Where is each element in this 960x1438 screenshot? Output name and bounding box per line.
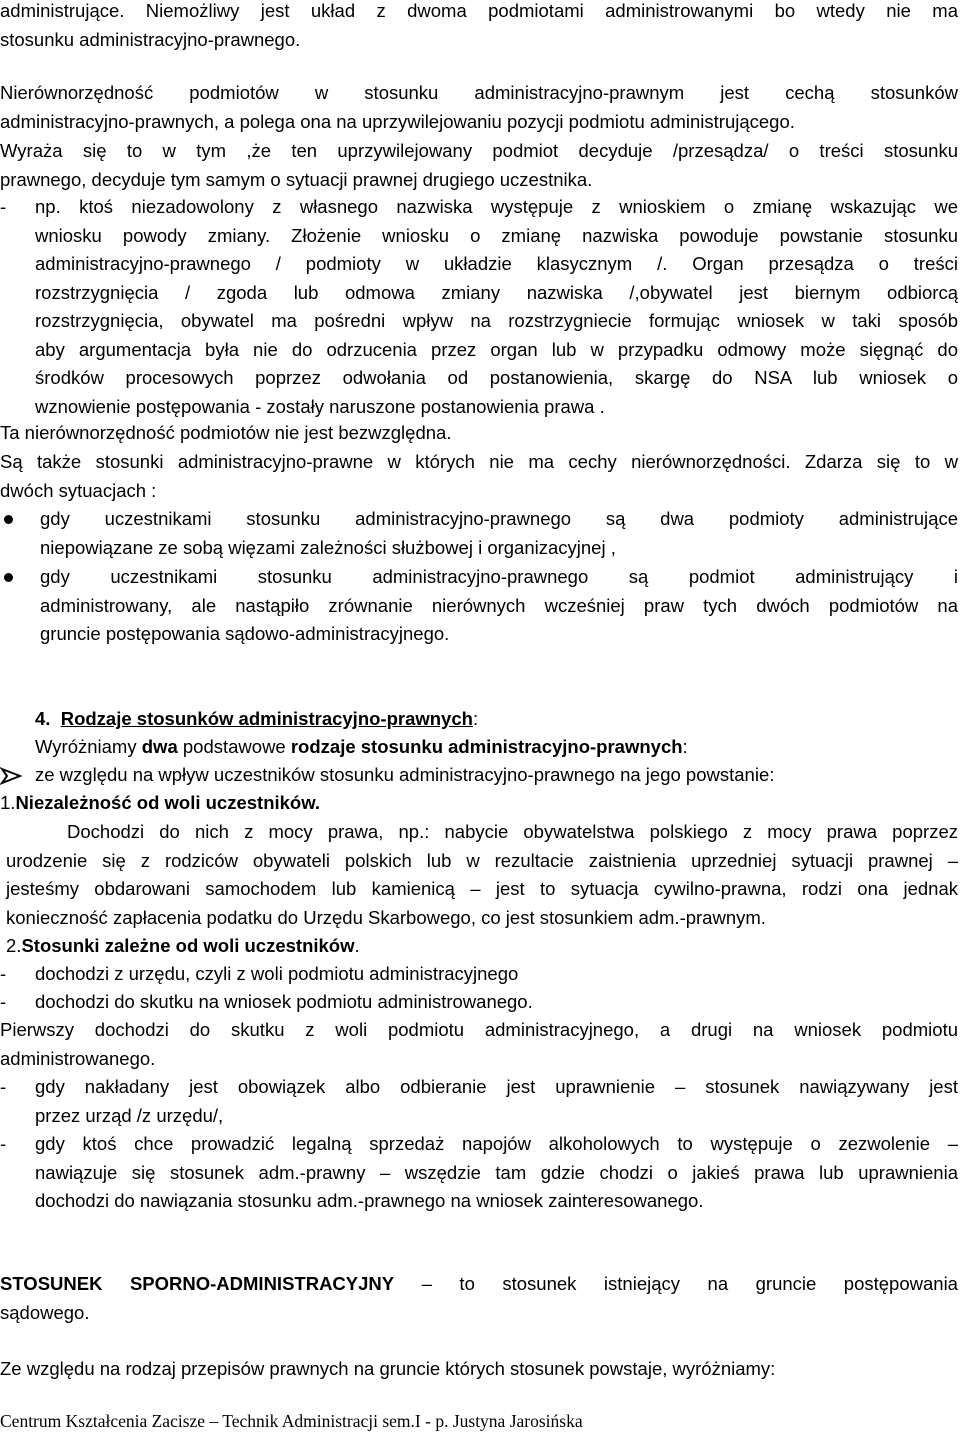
- text-line: administrowanego.: [0, 1047, 156, 1069]
- paragraph-privilege: [0, 137, 958, 194]
- text-line: jesteśmy obdarowani samochodem lub kamienicą – jest to sytuacja cywilno-prawna, rodzi ona jednak: [6, 878, 958, 899]
- sporny-definition: – to stosunek istniejący na gruncie postępowania: [394, 1273, 958, 1294]
- intro-text: :: [682, 736, 688, 757]
- text-line: wniosku powody zmiany. Złożenie wniosku o zmianę nazwiska powoduje powstanie stosunku: [35, 224, 958, 246]
- text-line: Pierwszy dochodzi do skutku z woli podmiotu administracyjnego, a drugi na wniosek podmiotu: [0, 1019, 958, 1040]
- text-line: stosunku administracyjno-prawnego.: [0, 28, 301, 50]
- text-line: urodzenie się z rodziców obywateli polskich lub w rezultacie zaistnienia uprzedniej sytuacji prawnej –: [6, 849, 958, 871]
- dash-item: [35, 960, 958, 989]
- dash-marker: -: [0, 196, 7, 217]
- sporny-term: STOSUNEK SPORNO-ADMINISTRACYJNY: [0, 1273, 395, 1294]
- dash-item-text: dochodzi z urzędu, czyli z woli podmiotu administracyjnego: [35, 963, 519, 984]
- closing-text: Ze względu na rodzaj przepisów prawnych na gruncie których stosunek powstaje, wyróżniamy:: [0, 1358, 776, 1379]
- text-line: środków procesowych poprzez odwołania od postanowienia, skargę do NSA lub wniosek o: [35, 367, 958, 388]
- dash-marker: -: [0, 963, 7, 984]
- paragraph-not-absolute: [0, 419, 958, 448]
- paragraph-sporny: [0, 1270, 958, 1327]
- intro-bold: rodzaje stosunku administracyjno-prawnych: [290, 736, 683, 757]
- dash-item-text: dochodzi do skutku na wniosek podmiotu administrowanego.: [35, 991, 533, 1012]
- text-line: niepowiązane ze sobą więzami zależności służbowej i organizacyjnej ,: [40, 536, 616, 558]
- paragraph-independent: [0, 818, 958, 932]
- example-item: [35, 1130, 958, 1216]
- bullet-icon: [4, 515, 13, 524]
- arrow-bullet-icon: [0, 767, 22, 785]
- text-line: gruncie postępowania sądowo-administracyjnego.: [40, 623, 450, 644]
- example-item: [35, 1073, 958, 1130]
- section-intro: [35, 733, 958, 762]
- dash-item: [35, 988, 958, 1017]
- section-title: Rodzaje stosunków administracyjno-prawnych: [60, 708, 473, 729]
- text-line: np. ktoś niezadowolony z własnego nazwiska występuje z wnioskiem o zmianę wskazując we: [35, 196, 958, 217]
- subheading-number: 1.: [0, 792, 16, 813]
- text-line: gdy uczestnikami stosunku administracyjno-prawnego są dwa podmioty administrujące: [40, 508, 958, 529]
- subheading-dot: .: [354, 935, 360, 956]
- text-line: konieczność zapłacenia podatku do Urzędu Skarbowego, co jest stosunkiem adm.-prawnym.: [6, 906, 766, 928]
- intro-text: Wyróżniamy: [35, 736, 142, 757]
- text-line: rozstrzygnięcia / zgoda lub odmowa zmiany nazwiska /,obywatel jest biernym odbiorcą: [35, 281, 958, 303]
- dash-marker: -: [0, 1076, 7, 1097]
- text-line: wznowienie postępowania - zostały naruszone postanowienia prawa .: [35, 395, 605, 417]
- arrow-item: [35, 761, 958, 790]
- subheading-title: Stosunki zależne od woli uczestników: [21, 935, 355, 956]
- text-line: administracyjno-prawnych, a polega ona na uprzywilejowaniu pozycji podmiotu administrującego.: [0, 110, 795, 132]
- text-line: Są także stosunki administracyjno-prawne w których nie ma cechy nierównorzędności. Zdarza się to w: [0, 451, 958, 472]
- section-heading: [35, 705, 958, 734]
- paragraph-closing: [0, 1355, 958, 1384]
- bullet-item: [40, 563, 958, 649]
- text-line: dochodzi do nawiązania stosunku adm.-prawnego na wniosek zainteresowanego.: [35, 1190, 704, 1211]
- text-line: sądowego.: [0, 1301, 90, 1323]
- paragraph-inequality: [0, 79, 958, 136]
- text-line: gdy nakładany jest obowiązek albo odbieranie jest uprawnienie – stosunek nawiązywany jest: [35, 1076, 958, 1097]
- text-line: administrowany, ale nastąpiło zrównanie nierównych wcześniej praw tych dwóch podmiotów na: [40, 594, 958, 616]
- text-line: Dochodzi do nich z mocy prawa, np.: nabycie obywatelstwa polskiego z mocy prawa poprzez: [67, 821, 958, 842]
- text-line: Ta nierównorzędność podmiotów nie jest bezwzględna.: [0, 422, 452, 443]
- section-number: 4.: [35, 708, 51, 729]
- subheading-title: Niezależność od woli uczestników.: [15, 792, 321, 813]
- text-line: administracyjno-prawnego / podmioty w układzie klasycznym /. Organ przesądza o treści: [35, 253, 958, 274]
- text-line: administrujące. Niemożliwy jest układ z dwoma podmiotami administrowanymi bo wtedy nie ma: [0, 0, 958, 21]
- page-footer: Centrum Kształcenia Zacisze – Technik Administracji sem.I - p. Justyna Jarosińska: [0, 1411, 583, 1431]
- subheading-dependent: [6, 932, 958, 961]
- text-line: rozstrzygnięcia, obywatel ma pośredni wpływ na rozstrzygniecie formując wniosek w taki sposób: [35, 310, 958, 331]
- arrow-item-text: ze względu na wpływ uczestników stosunku administracyjno-prawnego na jego powstanie:: [35, 764, 775, 785]
- text-line: nawiązuje się stosunek adm.-prawny – wszędzie tam gdzie chodzi o jakieś prawa lub uprawnienia: [35, 1161, 958, 1183]
- subheading-independent: [0, 789, 958, 818]
- paragraph-intro: [0, 0, 958, 54]
- bullet-icon: [4, 573, 13, 582]
- text-line: aby argumentacja była nie do odrzucenia przez organ lub w przypadku odmowy może sięgnąć do: [35, 338, 958, 360]
- dash-marker: -: [0, 991, 7, 1012]
- section-colon: :: [472, 708, 479, 729]
- dash-marker: -: [0, 1133, 7, 1154]
- text-line: Wyraża się to w tym ,że ten uprzywilejowany podmiot decyduje /przesądza/ o treści stosunku: [0, 140, 958, 161]
- intro-bold: dwa: [141, 736, 178, 757]
- text-line: [0, 1270, 958, 1299]
- text-line: prawnego, decyduje tym samym o sytuacji prawnej drugiego uczestnika.: [0, 168, 593, 190]
- intro-text: podstawowe: [177, 736, 291, 757]
- text-line: gdy ktoś chce prowadzić legalną sprzedaż napojów alkoholowych to występuje o zezwolenie –: [35, 1133, 958, 1154]
- paragraph-equal-relations: [0, 448, 958, 505]
- paragraph-example-name-change: [35, 193, 958, 421]
- text-line: gdy uczestnikami stosunku administracyjno-prawnego są podmiot administrujący i: [40, 566, 958, 587]
- subheading-number: 2.: [6, 935, 22, 956]
- bullet-item: [40, 505, 958, 562]
- text-line: Nierównorzędność podmiotów w stosunku administracyjno-prawnym jest cechą stosunków: [0, 82, 958, 103]
- text-line: przez urząd /z urzędu/,: [35, 1104, 224, 1126]
- paragraph-summary: [0, 1016, 958, 1073]
- text-line: dwóch sytuacjach :: [0, 479, 157, 501]
